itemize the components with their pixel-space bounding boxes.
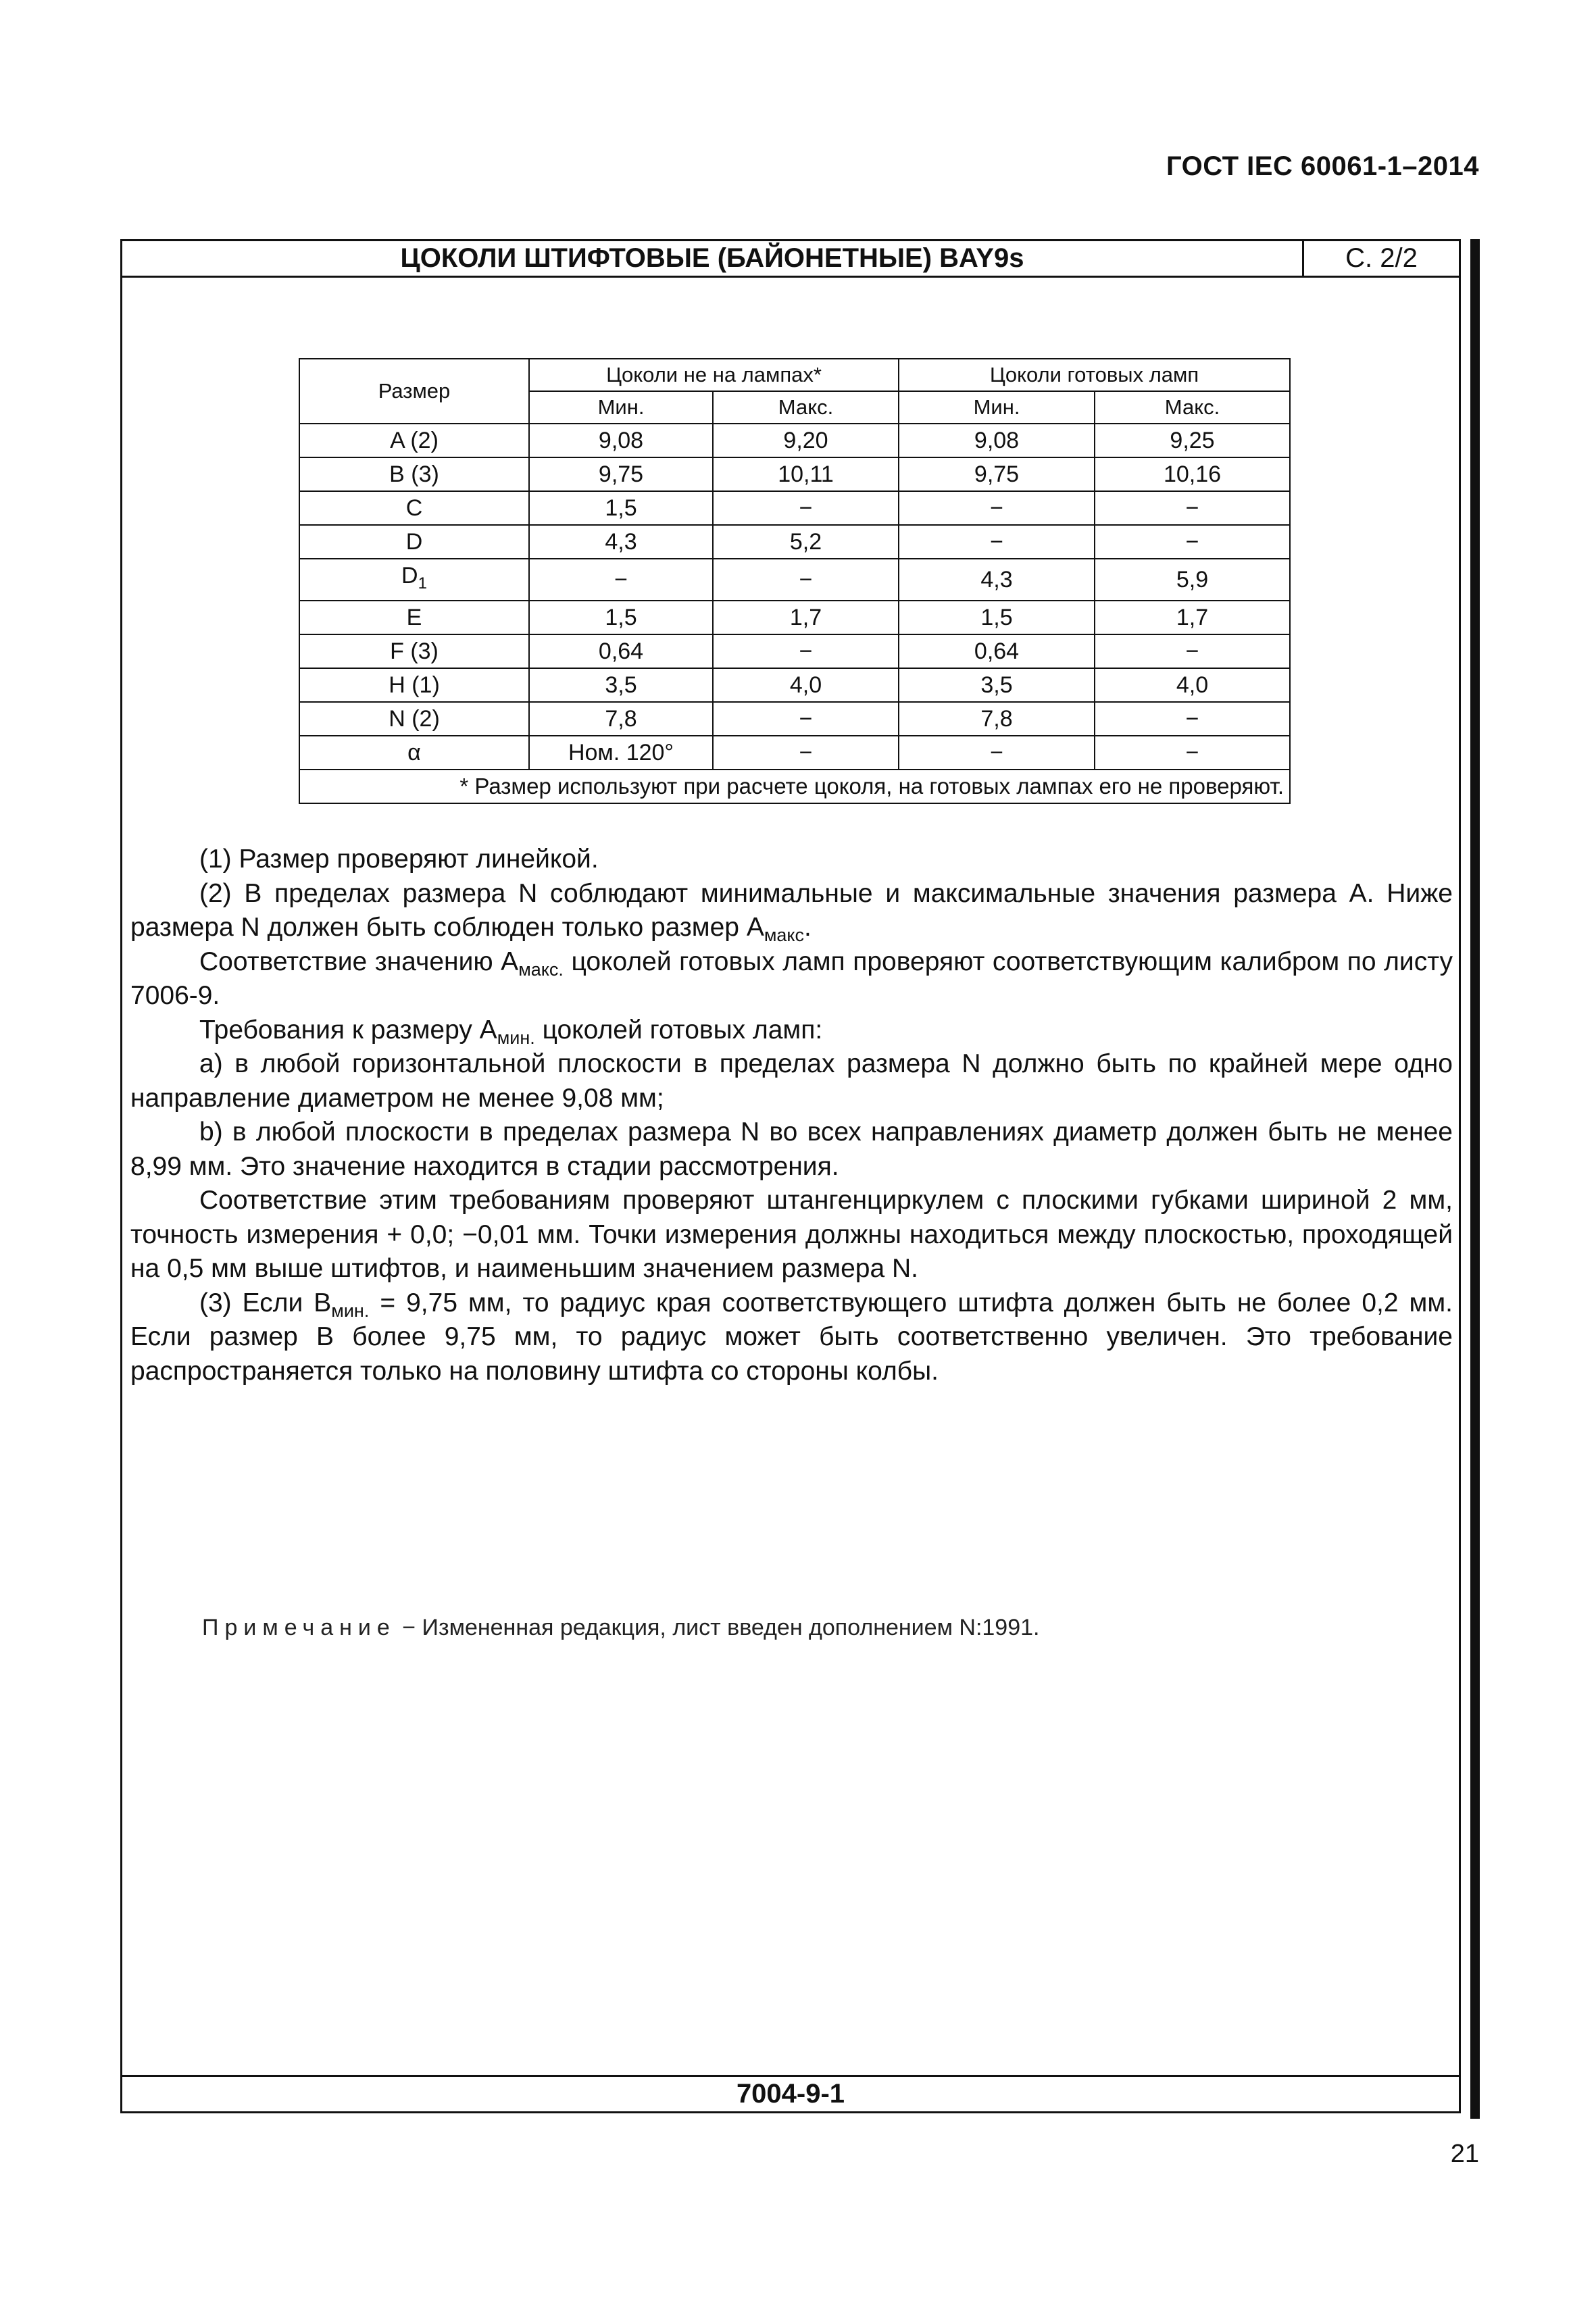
sheet-title: ЦОКОЛИ ШТИФТОВЫЕ (БАЙОНЕТНЫЕ) BAY9s <box>122 241 1304 276</box>
frame-shadow <box>1470 239 1480 2119</box>
table-row <box>299 668 1290 702</box>
value-cell: − <box>713 736 899 770</box>
table-row <box>299 491 1290 525</box>
table-row <box>299 702 1290 736</box>
value-cell: − <box>899 525 1095 559</box>
value-cell: 7,8 <box>899 702 1095 736</box>
note-1: (1) Размер проверяют линейкой. <box>199 845 599 874</box>
header-min: Мин. <box>899 391 1095 424</box>
value-cell: 5,2 <box>713 525 899 559</box>
header-size: Размер <box>299 359 529 424</box>
value-cell: 9,75 <box>529 457 713 491</box>
page-number: 21 <box>1450 2140 1479 2168</box>
sheet-page-indicator: С. 2/2 <box>1345 243 1418 273</box>
table-body <box>299 424 1290 770</box>
table-row <box>299 634 1290 668</box>
size-cell: A (2) <box>299 424 529 457</box>
table-header-row <box>299 359 1290 391</box>
sheet-code: 7004-9-1 <box>122 2075 1459 2111</box>
revision-note-text: − Измененная редакция, лист введен дополнением N:1991. <box>395 1615 1040 1640</box>
header-unmounted-caps: Цоколи не на лампах* <box>529 359 899 391</box>
size-cell: $D_1$ <box>299 559 529 601</box>
explanatory-notes <box>130 842 1453 1388</box>
table-row <box>299 424 1290 457</box>
value-cell: 4,3 <box>529 525 713 559</box>
value-cell: 10,11 <box>713 457 899 491</box>
value-cell: 1,5 <box>529 491 713 525</box>
value-cell: 1,5 <box>899 601 1095 634</box>
value-cell: 10,16 <box>1095 457 1290 491</box>
size-cell: E <box>299 601 529 634</box>
compliance-check: Соответствие этим требованиям проверяют штангенциркулем с плоскими губками шириной 2 мм, точность измерения + 0,0; −0,01 мм. Точки измерения должны находиться между плоскостью, проходящей на 0,5 мм выше штифтов, и наименьшим значением размера N. <box>130 1186 1453 1283</box>
value-cell: − <box>899 491 1095 525</box>
value-cell: − <box>899 736 1095 770</box>
size-cell: C <box>299 491 529 525</box>
value-cell: Ном. 120° <box>529 736 713 770</box>
value-cell: 1,5 <box>529 601 713 634</box>
value-cell: − <box>713 702 899 736</box>
header-max: Макс. <box>1095 391 1290 424</box>
value-cell: − <box>1095 525 1290 559</box>
value-cell: − <box>713 491 899 525</box>
value-cell: − <box>1095 736 1290 770</box>
header-finished-lamp-caps: Цоколи готовых ламп <box>899 359 1290 391</box>
size-cell: H (1) <box>299 668 529 702</box>
size-cell: α <box>299 736 529 770</box>
table-row <box>299 457 1290 491</box>
value-cell: 4,0 <box>1095 668 1290 702</box>
note-2-requirements: Требования к размеру $A_{мин.}$ цоколей готовых ламп: <box>199 1015 823 1048</box>
value-cell: 4,0 <box>713 668 899 702</box>
value-cell: 0,64 <box>899 634 1095 668</box>
table-row <box>299 736 1290 770</box>
table-row <box>299 559 1290 601</box>
value-cell: 3,5 <box>529 668 713 702</box>
value-cell: − <box>1095 491 1290 525</box>
table-row <box>299 525 1290 559</box>
value-cell: 1,7 <box>713 601 899 634</box>
value-cell: 3,5 <box>899 668 1095 702</box>
dimensions-table <box>299 358 1291 804</box>
document-standard-number: ГОСТ IEC 60061-1–2014 <box>1166 151 1479 181</box>
value-cell: 0,64 <box>529 634 713 668</box>
value-cell: 9,08 <box>529 424 713 457</box>
value-cell: 9,75 <box>899 457 1095 491</box>
note-2: (2) В пределах размера N соблюдают минимальные и максимальные значения размера A. Ниже размера N должен быть соблюден только размер $A_{макс}$. <box>130 878 1453 945</box>
requirement-a: a) в любой горизонтальной плоскости в пределах размера N должно быть по крайней мере одно направление диаметром не менее 9,08 мм; <box>130 1049 1453 1113</box>
table-row <box>299 601 1290 634</box>
value-cell: 5,9 <box>1095 559 1290 601</box>
size-cell: B (3) <box>299 457 529 491</box>
note-3: (3) Если $B_{мин.} = 9,75$ мм, то радиус края соответствующего штифта должен быть не более 0,2 мм. Если размер B более 9,75 мм, то радиус может быть соответственно увеличен. Это требование распространяется только на половину штифта со стороны колбы. <box>130 1288 1453 1386</box>
table-footnote-row <box>299 770 1290 803</box>
value-cell: 7,8 <box>529 702 713 736</box>
header-max: Макс. <box>713 391 899 424</box>
value-cell: 9,08 <box>899 424 1095 457</box>
value-cell: − <box>713 559 899 601</box>
revision-note <box>202 1615 1039 1641</box>
size-cell: F (3) <box>299 634 529 668</box>
value-cell: 9,25 <box>1095 424 1290 457</box>
sheet-header <box>122 241 1459 278</box>
size-cell: N (2) <box>299 702 529 736</box>
revision-note-label: Примечание <box>202 1615 396 1640</box>
value-cell: 9,20 <box>713 424 899 457</box>
value-cell: − <box>713 634 899 668</box>
table-footnote: * Размер используют при расчете цоколя, на готовых лампах его не проверяют. <box>299 770 1290 803</box>
sheet-frame <box>120 239 1461 2113</box>
header-min: Мин. <box>529 391 713 424</box>
size-cell: D <box>299 525 529 559</box>
value-cell: − <box>1095 702 1290 736</box>
value-cell: − <box>1095 634 1290 668</box>
value-cell: − <box>529 559 713 601</box>
requirement-b: b) в любой плоскости в пределах размера N во всех направлениях диаметр должен быть не менее 8,99 мм. Это значение находится в стадии рассмотрения. <box>130 1117 1453 1181</box>
note-2-compliance: Соответствие значению $A_{макс.}$ цоколей готовых ламп проверяют соответствующим калибром по листу 7006-9. <box>130 947 1453 1010</box>
value-cell: 1,7 <box>1095 601 1290 634</box>
value-cell: 4,3 <box>899 559 1095 601</box>
